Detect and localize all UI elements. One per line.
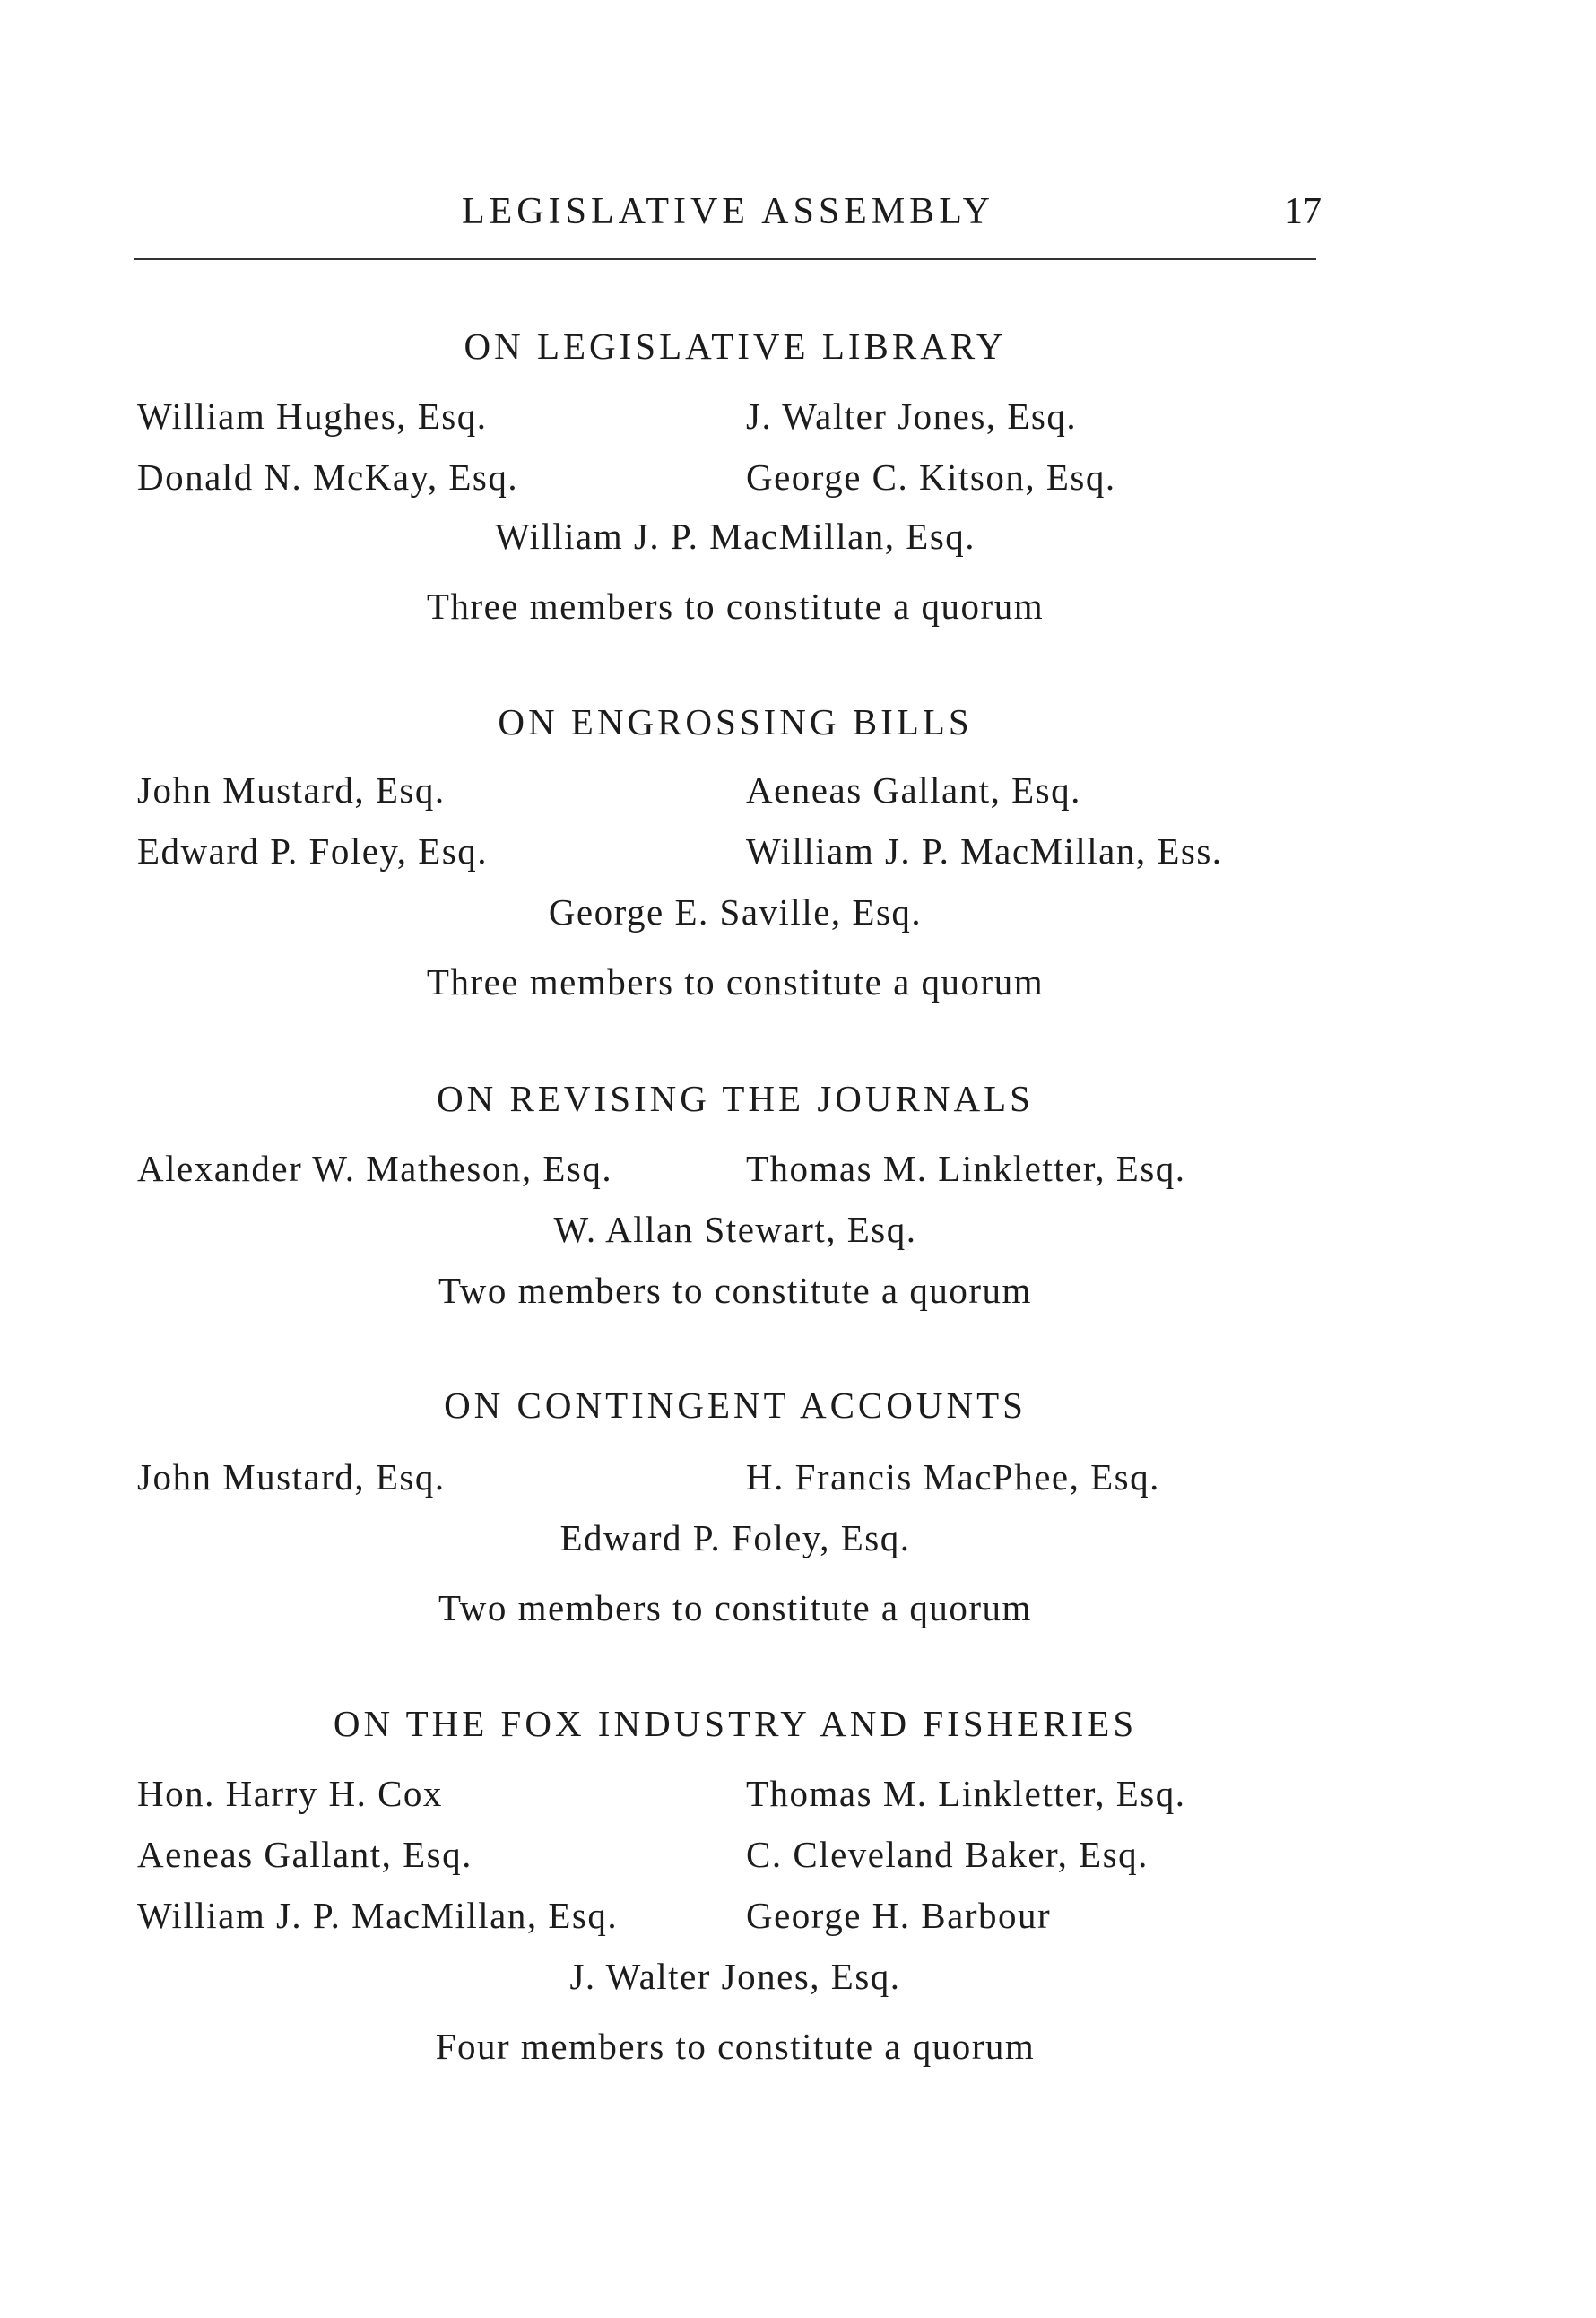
member-name: Donald N. McKay, Esq. [137, 456, 519, 498]
member-name: C. Cleveland Baker, Esq. [746, 1834, 1149, 1875]
member-name-centered: Edward P. Foley, Esq. [559, 1517, 911, 1558]
committee-heading: ON LEGISLATIVE LIBRARY [464, 326, 1007, 367]
member-name: Thomas M. Linkletter, Esq. [746, 1773, 1186, 1814]
member-name: William Hughes, Esq. [137, 395, 488, 437]
member-name: Edward P. Foley, Esq. [137, 830, 488, 872]
committee-heading: ON THE FOX INDUSTRY AND FISHERIES [333, 1703, 1138, 1744]
page-header [0, 190, 1596, 244]
member-name: Aeneas Gallant, Esq. [746, 769, 1081, 811]
quorum-note: Four members to constitute a quorum [435, 2026, 1036, 2067]
member-name-centered: William J. P. MacMillan, Esq. [494, 516, 976, 557]
quorum-note: Three members to constitute a quorum [426, 586, 1045, 627]
member-name-centered: J. Walter Jones, Esq. [569, 1956, 901, 1997]
quorum-note: Three members to constitute a quorum [426, 961, 1045, 1003]
member-name: William J. P. MacMillan, Ess. [746, 830, 1223, 872]
member-name: George H. Barbour [746, 1895, 1052, 1936]
header-rule [134, 258, 1316, 260]
member-name: Aeneas Gallant, Esq. [137, 1834, 473, 1875]
member-name: Alexander W. Matheson, Esq. [137, 1148, 613, 1189]
member-name: George C. Kitson, Esq. [746, 456, 1116, 498]
member-name: Thomas M. Linkletter, Esq. [746, 1148, 1186, 1189]
member-name: William J. P. MacMillan, Esq. [137, 1895, 619, 1936]
quorum-note: Two members to constitute a quorum [438, 1587, 1032, 1628]
member-name-centered: George E. Saville, Esq. [548, 891, 923, 933]
member-name: Hon. Harry H. Cox [137, 1773, 443, 1814]
committee-heading: ON ENGROSSING BILLS [498, 701, 973, 742]
page-number: 17 [1284, 191, 1322, 232]
member-name: J. Walter Jones, Esq. [746, 395, 1078, 437]
member-name: John Mustard, Esq. [137, 1456, 446, 1498]
member-name-centered: W. Allan Stewart, Esq. [553, 1209, 917, 1250]
member-name: H. Francis MacPhee, Esq. [746, 1456, 1160, 1498]
running-title: LEGISLATIVE ASSEMBLY [462, 191, 994, 232]
member-name: John Mustard, Esq. [137, 769, 446, 811]
quorum-note: Two members to constitute a quorum [438, 1270, 1032, 1311]
committee-heading: ON CONTINGENT ACCOUNTS [444, 1385, 1027, 1426]
committee-heading: ON REVISING THE JOURNALS [437, 1078, 1034, 1119]
